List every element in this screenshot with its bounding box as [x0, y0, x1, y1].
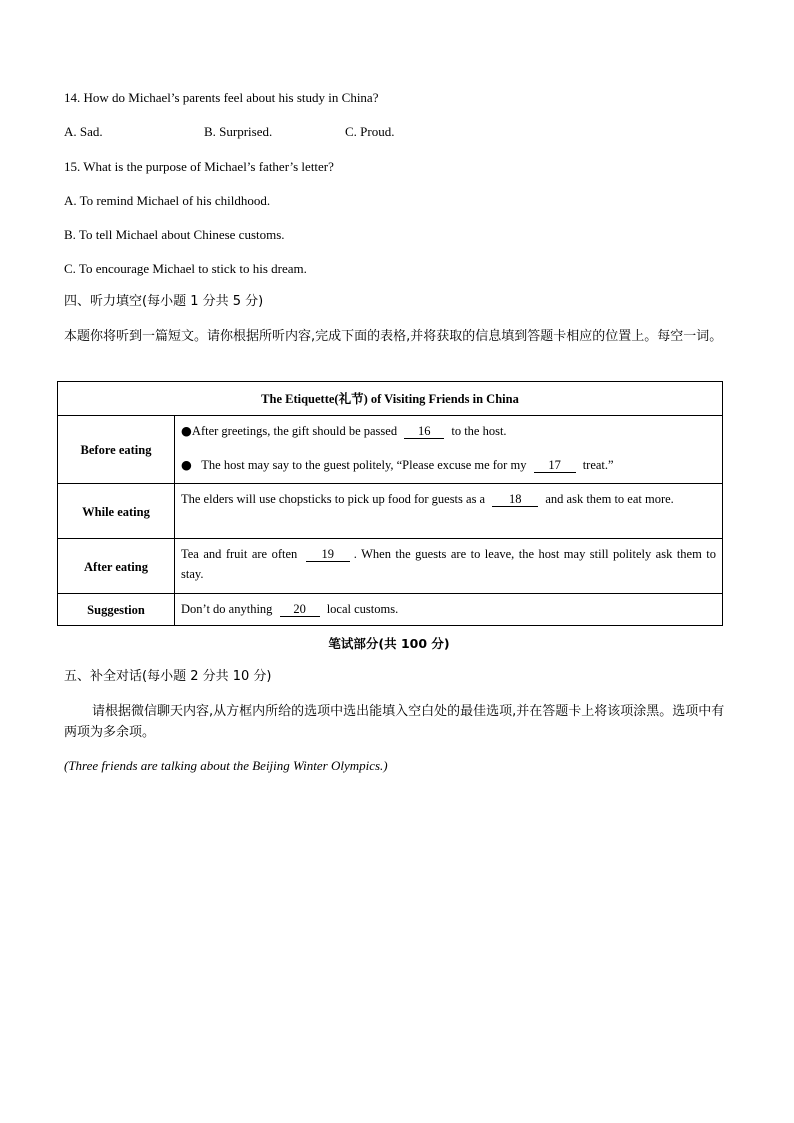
- blank-17: 17: [534, 458, 576, 473]
- table-row: [58, 416, 723, 484]
- suggestion-text: Don’t do anything: [181, 602, 273, 616]
- option-14-b: B. Surprised.: [204, 124, 273, 139]
- row-label-after-eating: After eating: [58, 539, 175, 594]
- after-eating-text: Tea and fruit are often: [181, 547, 298, 561]
- before-eating-text-2: The host may say to the guest politely, “Please excuse me for my: [201, 458, 527, 472]
- before-eating-line-1: [181, 421, 716, 441]
- table-row: [58, 539, 723, 594]
- row-label-before-eating: Before eating: [58, 416, 175, 484]
- dialogue-context: (Three friends are talking about the Beijing Winter Olympics.): [64, 758, 388, 773]
- row-content-suggestion: [175, 594, 723, 626]
- section-4-heading: 四、听力填空(每小题 1 分共 5 分): [64, 294, 264, 309]
- row-label-while-eating: While eating: [58, 484, 175, 539]
- option-14-a: A. Sad.: [64, 124, 103, 139]
- row-label-suggestion: Suggestion: [58, 594, 175, 626]
- blank-18: 18: [492, 492, 538, 507]
- bullet-icon: ●: [181, 423, 192, 438]
- before-eating-text-2-end: treat.”: [582, 458, 614, 472]
- section-5-heading: 五、补全对话(每小题 2 分共 10 分): [64, 669, 272, 684]
- table-title: The Etiquette(礼节) of Visiting Friends in China: [58, 382, 723, 416]
- after-eating-text-end: . When the guests are to leave, the host may still politely ask them to stay.: [181, 547, 717, 581]
- while-eating-text-end: and ask them to eat more.: [545, 492, 674, 506]
- section-4-instruction: 本题你将听到一篇短文。请你根据所听内容,完成下面的表格,并将获取的信息填到答题卡相应的位置上。每空一词。: [64, 329, 723, 344]
- section-5-instruction: 请根据微信聊天内容,从方框内所给的选项中选出能填入空白处的最佳选项,并在答题卡上将该项涂黑。选项中有两项为多余项。: [64, 704, 725, 740]
- question-14: 14. How do Michael’s parents feel about his study in China?: [64, 90, 379, 105]
- before-eating-text-1-end: to the host.: [451, 424, 507, 438]
- before-eating-line-2: [181, 455, 716, 475]
- table-row: [58, 484, 723, 539]
- written-part-heading: 笔试部分(共 100 分): [328, 636, 450, 651]
- question-14-options: [64, 124, 394, 140]
- suggestion-text-end: local customs.: [326, 602, 399, 616]
- bullet-icon: ●: [181, 457, 192, 472]
- table-row: [58, 594, 723, 626]
- row-content-after-eating: [175, 539, 723, 594]
- blank-16: 16: [404, 424, 444, 439]
- option-14-c: C. Proud.: [345, 124, 395, 139]
- row-content-while-eating: [175, 484, 723, 539]
- while-eating-text: The elders will use chopsticks to pick up food for guests as a: [181, 492, 486, 506]
- row-content-before-eating: [175, 416, 723, 484]
- before-eating-text-1: After greetings, the gift should be passed: [191, 424, 398, 438]
- blank-19: 19: [306, 547, 350, 562]
- question-15: 15. What is the purpose of Michael’s father’s letter?: [64, 159, 334, 174]
- option-15-b: B. To tell Michael about Chinese customs.: [64, 227, 285, 242]
- option-15-a: A. To remind Michael of his childhood.: [64, 193, 271, 208]
- option-15-c: C. To encourage Michael to stick to his dream.: [64, 261, 307, 276]
- blank-20: 20: [280, 602, 320, 617]
- etiquette-table: [57, 381, 723, 626]
